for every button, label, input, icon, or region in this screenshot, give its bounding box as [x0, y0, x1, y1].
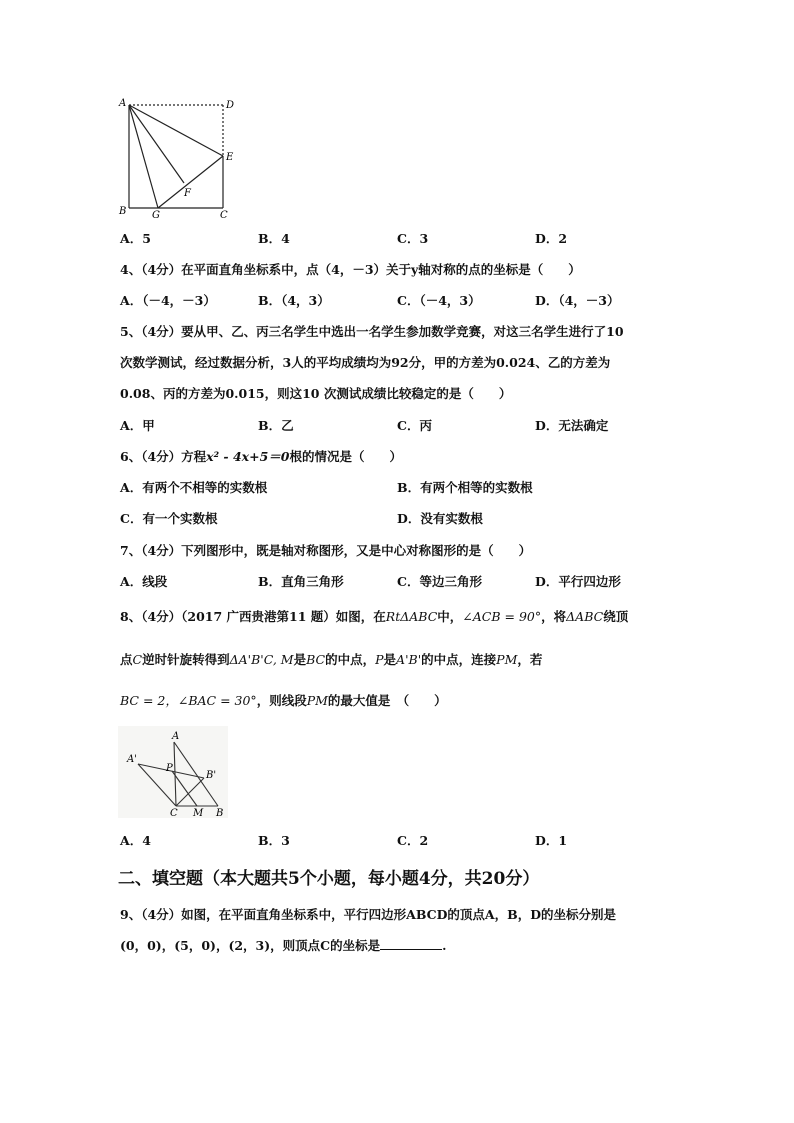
q9-text: . — [442, 938, 447, 953]
q8-math: PM — [306, 693, 328, 708]
q3-option-c[interactable]: C．3 — [397, 231, 429, 246]
q8-stem-line1 — [120, 607, 628, 625]
q5-option-a[interactable]: A．甲 — [120, 418, 155, 433]
q8-math: A'B' — [396, 652, 422, 667]
figure-rectangle-fold — [112, 96, 242, 220]
q8-text: 是 — [383, 652, 397, 667]
q4-option-b[interactable]: B．（4，3） — [258, 293, 330, 308]
q4-option-a[interactable]: A．（－4，－3） — [120, 293, 216, 308]
q8-option-b[interactable]: B．3 — [258, 833, 290, 848]
q6-stem-post: 根的情况是（ ） — [289, 449, 403, 464]
q7-option-a[interactable]: A．线段 — [120, 574, 168, 589]
q8-text: ，将 — [541, 609, 567, 624]
q8-math: C — [132, 652, 143, 667]
fig2-label-a: A — [172, 731, 180, 742]
q5-option-d[interactable]: D．无法确定 — [535, 418, 609, 433]
q6-option-b[interactable]: B．有两个相等的实数根 — [397, 480, 533, 495]
q8-text: 的中点， — [325, 652, 376, 667]
q3-option-b[interactable]: B．4 — [258, 231, 290, 246]
fig2-label-p: P — [166, 763, 173, 774]
q8-option-a[interactable]: A．4 — [120, 833, 151, 848]
q8-text: ，若 — [517, 652, 543, 667]
q5-option-c[interactable]: C．丙 — [397, 418, 432, 433]
q8-text: 8、（4分）（2017 广西贵港第11 题）如图，在 — [120, 609, 386, 624]
q6-stem-pre: 6、（4分）方程 — [120, 449, 207, 464]
q8-math: ∠ACB = 90° — [462, 609, 542, 624]
q8-math: RtΔABC — [385, 609, 438, 624]
q9-answer-blank[interactable] — [380, 939, 442, 950]
q4-option-d[interactable]: D．（4，－3） — [535, 293, 620, 308]
q7-option-b[interactable]: B．直角三角形 — [258, 574, 344, 589]
q8-text: 中， — [437, 609, 463, 624]
q3-option-d[interactable]: D．2 — [535, 231, 568, 246]
q9-text: (0，0)，(5，0)，(2，3)，则顶点C的坐标是 — [120, 938, 381, 953]
q8-option-c[interactable]: C．2 — [397, 833, 429, 848]
q6-stem — [120, 447, 402, 465]
q8-text: 点 — [120, 652, 133, 667]
q8-math: ΔABC — [566, 609, 604, 624]
q8-math: BC = 2，∠BAC = 30° — [120, 693, 257, 708]
fig1-label-c: C — [220, 210, 228, 220]
q8-text: 绕顶 — [603, 609, 629, 624]
q8-option-d[interactable]: D．1 — [535, 833, 568, 848]
q5-stem-line2: 次数学测试，经过数据分析，3人的平均成绩均为92分，甲的方差为0.024、乙的方差为 — [120, 355, 611, 370]
q6-equation: x² - 4x+5＝0 — [206, 449, 290, 464]
q8-stem-line2 — [120, 650, 542, 668]
q8-text: 的最大值是 （ ） — [327, 693, 447, 708]
q8-text: ，则线段 — [256, 693, 307, 708]
q9-stem-line2 — [120, 936, 446, 954]
q7-option-d[interactable]: D．平行四边形 — [535, 574, 621, 589]
fig2-label-b-prime: B' — [206, 770, 217, 781]
q8-math: BC — [306, 652, 326, 667]
q4-option-c[interactable]: C．（－4，3） — [397, 293, 481, 308]
fig1-label-e: E — [226, 152, 234, 163]
q6-option-c[interactable]: C．有一个实数根 — [120, 511, 218, 526]
q7-stem: 7、（4分）下列图形中，既是轴对称图形，又是中心对称图形的是（ ） — [120, 543, 532, 558]
q5-stem-line3: 0.08、丙的方差为0.015，则这10 次测试成绩比较稳定的是（ ） — [120, 386, 512, 401]
fig2-label-m: M — [193, 808, 204, 818]
q8-math: ΔA'B'C, M — [229, 652, 294, 667]
fig1-label-d: D — [226, 100, 235, 111]
q8-text: 的中点，连接 — [421, 652, 497, 667]
fig1-label-a: A — [119, 98, 127, 109]
fig2-label-a-prime: A' — [127, 754, 137, 765]
q9-stem-line1: 9、（4分）如图，在平面直角坐标系中，平行四边形ABCD的顶点A，B，D的坐标分别是 — [120, 907, 617, 922]
q8-math: PM — [496, 652, 518, 667]
q7-option-c[interactable]: C．等边三角形 — [397, 574, 482, 589]
figure-rotated-triangles — [118, 726, 228, 818]
fig1-label-f: F — [184, 188, 191, 199]
q8-math: P — [375, 652, 384, 667]
q6-option-d[interactable]: D．没有实数根 — [397, 511, 483, 526]
section-heading-fill-in: 二、填空题（本大题共5个小题，每小题4分，共20分） — [118, 869, 540, 889]
fig2-label-c: C — [170, 808, 178, 818]
q8-text: 逆时针旋转得到 — [142, 652, 230, 667]
q5-stem-line1: 5、（4分）要从甲、乙、丙三名学生中选出一名学生参加数学竞赛，对这三名学生进行了10 — [120, 324, 624, 339]
fig2-label-b: B — [216, 808, 224, 818]
fig1-label-b: B — [119, 206, 127, 217]
q3-option-a[interactable]: A．5 — [120, 231, 151, 246]
q6-option-a[interactable]: A．有两个不相等的实数根 — [120, 480, 268, 495]
q4-stem: 4、（4分）在平面直角坐标系中，点（4，－3）关于y轴对称的点的坐标是（ ） — [120, 262, 581, 277]
q8-text: 是 — [293, 652, 307, 667]
q8-stem-line3 — [120, 691, 447, 709]
q5-option-b[interactable]: B．乙 — [258, 418, 294, 433]
fig1-label-g: G — [152, 210, 160, 220]
